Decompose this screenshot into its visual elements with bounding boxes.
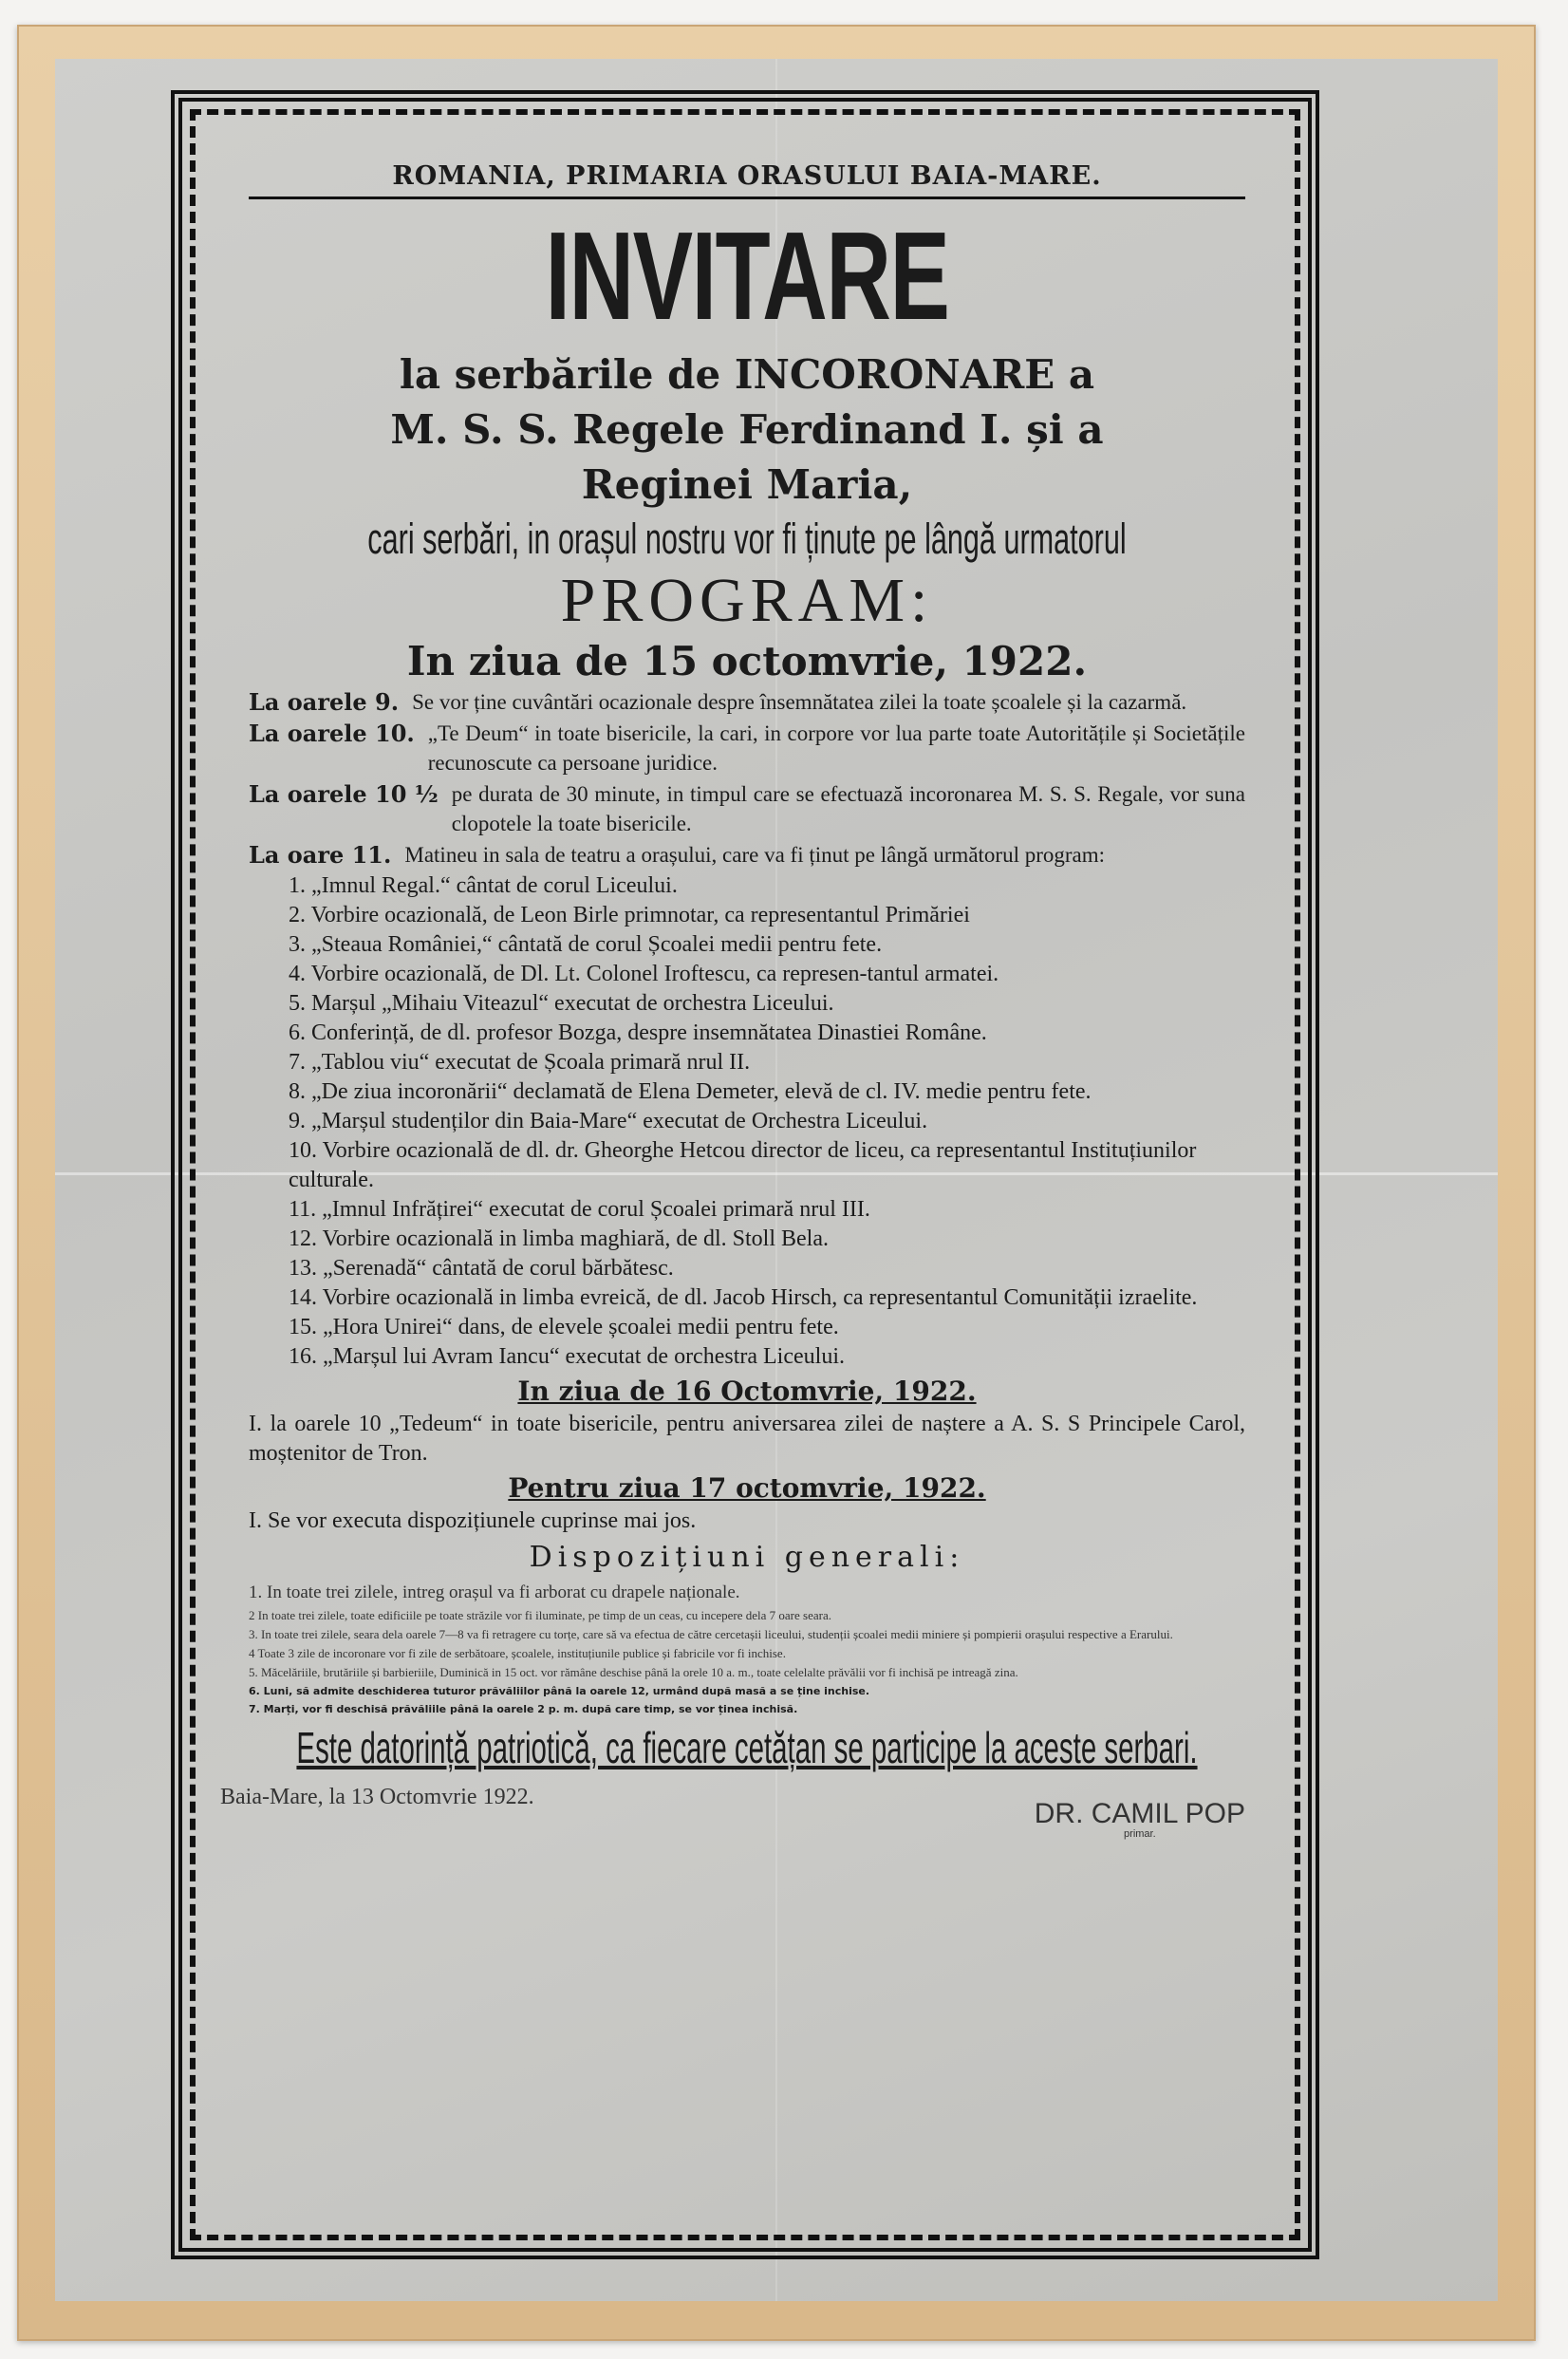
entry-text: Se vor ține cuvântări ocazionale despre însemnătatea zilei la toate școalele și la cazarmă. — [412, 690, 1187, 714]
list-item: 3. „Steaua României,“ cântată de corul Școalei medii pentru fete. — [289, 932, 883, 957]
program-title: PROGRAM: — [560, 566, 934, 635]
dispositions-heading: Dispozițiuni generali: — [529, 1541, 965, 1574]
list-item: 13. „Serenadă“ cântată de corul bărbătesc. — [289, 1256, 674, 1281]
list-item: 2. Vorbire ocazională, de Leon Birle primnotar, ca representantul Primăriei — [289, 903, 970, 927]
day1-heading: In ziua de 15 octomvrie, 1922. — [406, 638, 1088, 684]
entry-label: La oarele 9. — [249, 688, 400, 716]
poster-title: INVITARE — [545, 206, 949, 346]
place-date: Baia-Mare, la 13 Octomvrie 1922. — [220, 1785, 534, 1809]
list-item: 9. „Marșul studenților din Baia-Mare“ executat de Orchestra Liceului. — [289, 1109, 928, 1133]
entry-label: La oarele 10. — [249, 720, 415, 747]
disposition-item: 6. Luni, să admite deschiderea tuturor prăvăliilor până la oarele 12, urmând după masă a se ține inchise. — [249, 1685, 870, 1697]
intro-line-2: M. S. S. Regele Ferdinand I. și a — [390, 406, 1104, 453]
poster-footer — [220, 1785, 1245, 1851]
list-item: 4. Vorbire ocazională, de Dl. Lt. Colonel Iroftescu, ca represen-tantul armatei. — [289, 962, 999, 986]
day1-entry — [249, 779, 1245, 838]
list-item: 6. Conferință, de dl. profesor Bozga, despre insemnătatea Dinastiei Române. — [289, 1020, 987, 1045]
day2-heading: In ziua de 16 Octomvrie, 1922. — [517, 1376, 977, 1407]
entry-label: La oarele 10 ½ — [249, 780, 439, 808]
day3-heading: Pentru ziua 17 octomvrie, 1922. — [508, 1472, 986, 1504]
entry-text: Matineu in sala de teatru a orașului, care va fi ținut pe lângă următorul program: — [404, 843, 1106, 867]
list-item: 12. Vorbire ocazională in limba maghiară, de dl. Stoll Bela. — [289, 1226, 829, 1251]
disposition-item: 1. In toate trei zilele, intreg orașul va fi arborat cu drapele naționale. — [249, 1582, 740, 1602]
poster-content — [220, 161, 1245, 1851]
disposition-item: 3. In toate trei zilele, seara dela oarele 7—8 va fi retragere cu torțe, care să va efectua de către cercetașii liceului, studenții școalei medii miniere și pompierii orașului respective a Erarului. — [249, 1627, 1173, 1641]
list-item: 15. „Hora Unirei“ dans, de elevele școalei medii pentru fete. — [289, 1315, 839, 1339]
entry-label: La oare 11. — [249, 841, 392, 869]
closing-statement: Este datorință patriotică, ca fiecare cetățan se participe la aceste serbari. — [296, 1723, 1198, 1772]
signature — [1035, 1798, 1245, 1840]
signature-role: primar. — [1124, 1828, 1156, 1840]
signature-name: DR. CAMIL POP — [1034, 1798, 1245, 1829]
list-item: 5. Marșul „Mihaiu Viteazul“ executat de orchestra Liceului. — [289, 991, 834, 1016]
intro-line-4: cari serbări, in orașul nostru vor fi ținute pe lângă urmatorul — [367, 515, 1127, 563]
entry-text: pe durata de 30 minute, in timpul care se efectuază incoronarea M. S. S. Regale, vor suna clopotele la toate bisericile. — [451, 782, 1245, 835]
list-item: 8. „De ziua incoronării“ declamată de Elena Demeter, elevă de cl. IV. medie pentru fete. — [289, 1079, 1092, 1104]
list-item: 7. „Tablou viu“ executat de Școala primară nrul II. — [289, 1050, 751, 1075]
list-item: 16. „Marșul lui Avram Iancu“ executat de orchestra Liceului. — [289, 1344, 845, 1369]
list-item: 10. Vorbire ocazională de dl. dr. Gheorghe Hetcou director de liceu, ca representantul Instituțiunilor culturale. — [289, 1138, 1197, 1192]
day1-entries — [249, 687, 1245, 870]
list-item: 1. „Imnul Regal.“ cântat de corul Liceului. — [289, 873, 678, 898]
intro-line-1: la serbările de INCORONARE a — [399, 351, 1095, 398]
day3-text: I. Se vor executa dispozițiunele cuprinse mai jos. — [249, 1508, 697, 1533]
disposition-item: 5. Măcelăriile, brutăriile și barbieriile, Duminică in 15 oct. vor rămâne deschise până la orele 10 a. m., toate celelalte prăvălii vor fi inchisă pe intreagă zina. — [249, 1665, 1018, 1679]
entry-text: „Te Deum“ in toate bisericile, la cari, in corpore vor lua parte toate Autoritățile și Societățile recunoscute ca persoane juridice. — [427, 721, 1245, 775]
poster-header: ROMANIA, PRIMARIA ORASULUI BAIA-MARE. — [249, 161, 1245, 199]
disposition-item: 2 In toate trei zilele, toate edificiile pe toate străzile vor fi iluminate, pe timp de un ceas, cu incepere dela 7 oare seara. — [249, 1608, 831, 1622]
day1-entry — [249, 687, 1245, 717]
matinee-program-list — [249, 871, 1245, 1372]
list-item: 14. Vorbire ocazională in limba evreică, de dl. Jacob Hirsch, ca representantul Comunității izraelite. — [289, 1285, 1198, 1310]
day1-entry — [249, 840, 1245, 870]
day1-entry — [249, 719, 1245, 777]
disposition-item: 7. Marți, vor fi deschisă prăvăliile până la oarele 2 p. m. după care timp, se vor ținea inchisă. — [249, 1703, 798, 1715]
intro-line-3: Reginei Maria, — [581, 461, 913, 508]
day2-text: I. la oarele 10 „Tedeum“ in toate bisericile, pentru aniversarea zilei de naștere a A. S. S Principele Carol, moștenitor de Tron. — [249, 1412, 1245, 1466]
disposition-item: 4 Toate 3 zile de incoronare vor fi zile de serbătoare, școalele, instituțiunile publice și fabricile vor fi inchise. — [249, 1646, 786, 1660]
list-item: 11. „Imnul Infrățirei“ executat de corul Școalei primară nrul III. — [289, 1197, 870, 1222]
